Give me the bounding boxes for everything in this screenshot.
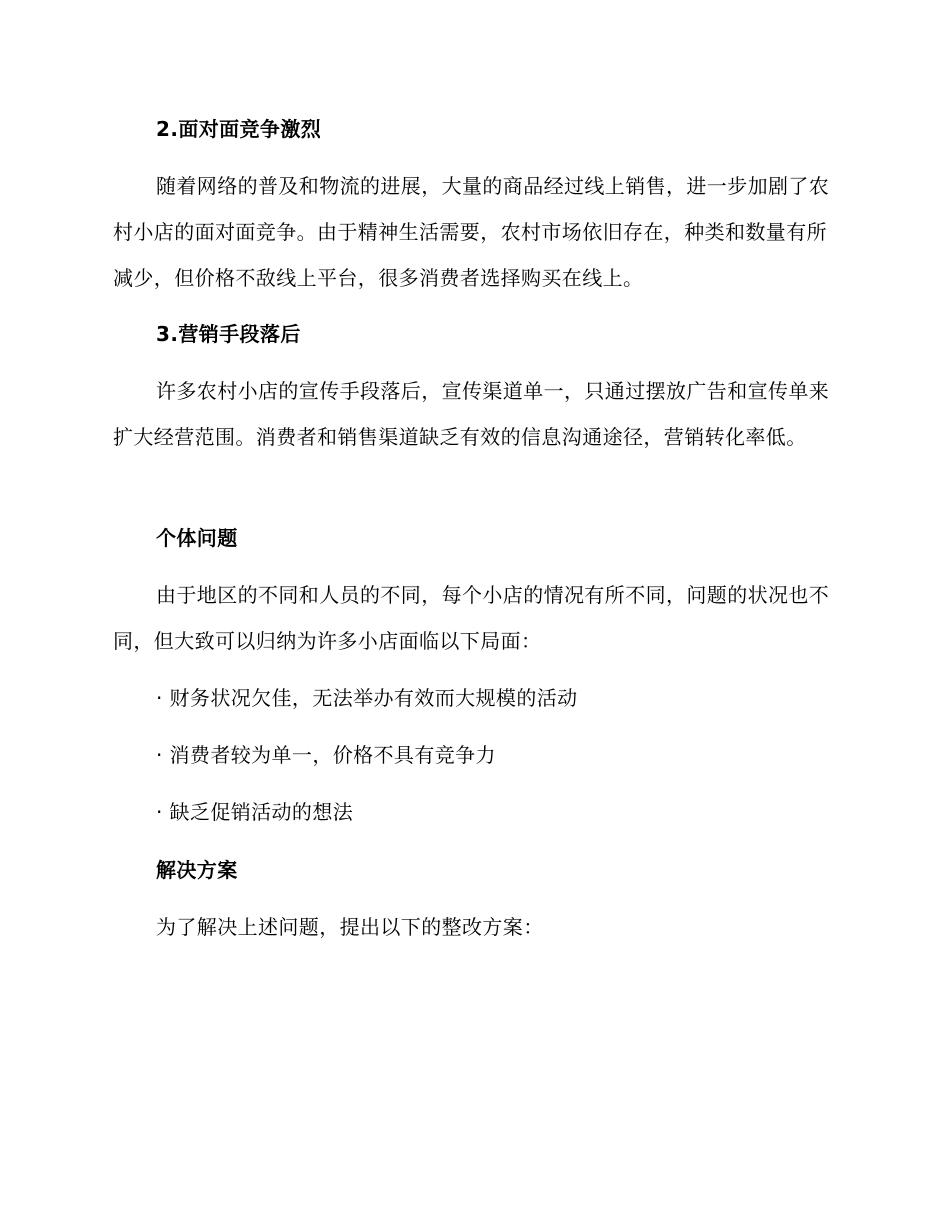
section-heading-marketing: 3.营销手段落后: [156, 322, 301, 346]
paragraph-solution-intro: 为了解决上述问题，提出以下的整改方案：: [156, 915, 544, 939]
paragraph-individual: 由于地区的不同和人员的不同，每个小店的情况有所不同，问题的状况也不同，但大致可以归纳为许多小店面临以下局面：: [113, 583, 830, 653]
section-heading-competition: 2.面对面竞争激烈: [156, 117, 322, 141]
paragraph-marketing: 许多农村小店的宣传手段落后，宣传渠道单一，只通过摆放广告和宣传单来扩大经营范围。消费者和销售渠道缺乏有效的信息沟通途径，营销转化率低。: [113, 379, 830, 449]
bullet-item-promotion: · 缺乏促销活动的想法: [156, 800, 354, 824]
bullet-item-consumers: · 消费者较为单一，价格不具有竞争力: [156, 743, 496, 767]
paragraph-competition: 随着网络的普及和物流的进展，大量的商品经过线上销售，进一步加剧了农村小店的面对面竞争。由于精神生活需要，农村市场依旧存在，种类和数量有所减少，但价格不敌线上平台，很多消费者选择购买在线上。: [113, 174, 830, 290]
section-heading-individual: 个体问题: [156, 526, 238, 550]
bullet-item-finance: · 财务状况欠佳，无法举办有效而大规模的活动: [156, 686, 578, 710]
section-heading-solution: 解决方案: [156, 858, 238, 882]
